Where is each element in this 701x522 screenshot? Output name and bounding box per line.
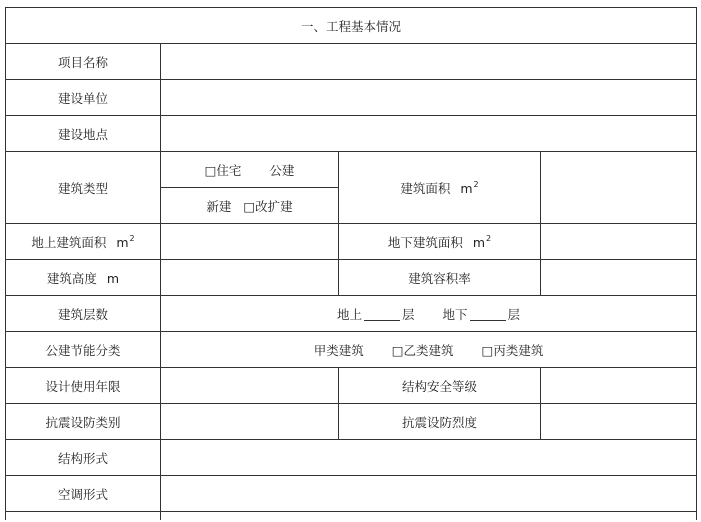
field-safety-level[interactable]: [541, 368, 697, 404]
field-floors-above[interactable]: [364, 308, 400, 321]
field-below-area[interactable]: [541, 224, 697, 260]
option-class-b[interactable]: □乙类建筑: [391, 342, 454, 358]
basic-info-form: [5, 7, 697, 520]
option-renovation[interactable]: □改扩建: [243, 198, 293, 214]
field-site[interactable]: [161, 116, 697, 152]
next-row-label: [6, 512, 161, 521]
field-design-life[interactable]: [161, 368, 339, 404]
field-above-area[interactable]: [161, 224, 339, 260]
field-seismic-intensity[interactable]: [541, 404, 697, 440]
field-hvac-form[interactable]: [161, 476, 697, 512]
field-height[interactable]: [161, 260, 339, 296]
label-design-life: 设计使用年限: [6, 368, 161, 404]
label-builder: 建设单位: [6, 80, 161, 116]
field-plot-ratio[interactable]: [541, 260, 697, 296]
label-below-area: 地下建筑面积 $m^2$: [339, 224, 541, 260]
label-hvac-form: 空调形式: [6, 476, 161, 512]
label-seismic-intensity: 抗震设防烈度: [339, 404, 541, 440]
label-project-name: 项目名称: [6, 44, 161, 80]
label-structure-form: 结构形式: [6, 440, 161, 476]
label-building-area: 建筑面积 $m^2$: [339, 152, 541, 224]
label-seismic-category: 抗震设防类别: [6, 404, 161, 440]
next-row-field[interactable]: [161, 512, 697, 521]
field-project-name[interactable]: [161, 44, 697, 80]
label-floors: 建筑层数: [6, 296, 161, 332]
field-seismic-category[interactable]: [161, 404, 339, 440]
label-building-type: 建筑类型: [6, 152, 161, 224]
label-above-area: 地上建筑面积 $m^2$: [6, 224, 161, 260]
building-type-options-1: [161, 152, 339, 188]
label-safety-level: 结构安全等级: [339, 368, 541, 404]
energy-class-options: [161, 332, 697, 368]
option-class-a[interactable]: 甲类建筑: [313, 342, 364, 358]
section-title: 一、工程基本情况: [6, 8, 697, 44]
field-building-area[interactable]: [541, 152, 697, 224]
option-public[interactable]: 公建: [269, 162, 295, 178]
label-energy-class: 公建节能分类: [6, 332, 161, 368]
option-residential[interactable]: □住宅: [204, 162, 242, 178]
option-class-c[interactable]: □丙类建筑: [481, 342, 544, 358]
field-structure-form[interactable]: [161, 440, 697, 476]
floors-value: 地上 层 地下 层: [161, 296, 697, 332]
option-new[interactable]: 新建: [206, 198, 232, 214]
building-type-options-2: [161, 188, 339, 224]
field-floors-below[interactable]: [470, 308, 506, 321]
label-plot-ratio: 建筑容积率: [339, 260, 541, 296]
label-site: 建设地点: [6, 116, 161, 152]
field-builder[interactable]: [161, 80, 697, 116]
label-height: 建筑高度 m: [6, 260, 161, 296]
